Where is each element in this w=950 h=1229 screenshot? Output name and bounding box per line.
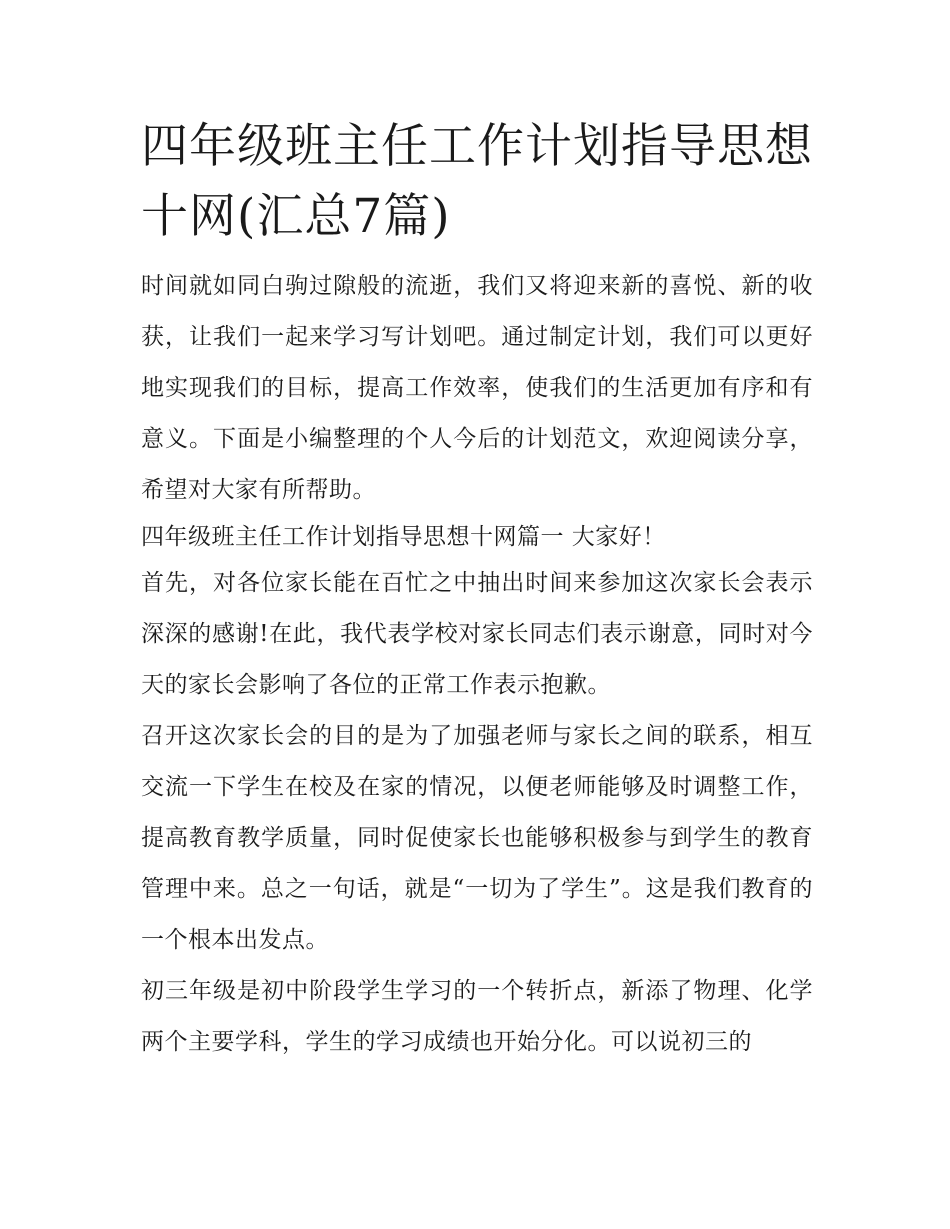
body-paragraph: 召开这次家长会的目的是为了加强老师与家长之间的联系，相互交流一下学生在校及在家的情况，以便老师能够及时调整工作，提高教育教学质量，同时促使家长也能够积极参与到学生的教育管理中来。总之一句话，就是“一切为了学生”。这是我们教育的一个根本出发点。 — [141, 723, 813, 953]
body-paragraph: 初三年级是初中阶段学生学习的一个转折点，新添了物理、化学两个主要学科，学生的学习成绩也开始分化。可以说初三的 — [141, 978, 813, 1055]
document-title: 四年级班主任工作计划指导思想十网(汇总7篇) — [141, 119, 813, 244]
intro-paragraph: 时间就如同白驹过隙般的流逝，我们又将迎来新的喜悦、新的收获，让我们一起来学习写计划吧。通过制定计划，我们可以更好地实现我们的目标，提高工作效率，使我们的生活更加有序和有意义。下面是小编整理的个人今后的计划范文，欢迎阅读分享，希望对大家有所帮助。 — [141, 273, 813, 503]
body-paragraph: 首先，对各位家长能在百忙之中抽出时间来参加这次家长会表示深深的感谢!在此，我代表学校对家长同志们表示谢意，同时对今天的家长会影响了各位的正常工作表示抱歉。 — [141, 570, 813, 698]
document-body — [141, 112, 813, 1068]
section-heading: 四年级班主任工作计划指导思想十网篇一 大家好！ — [141, 524, 666, 550]
